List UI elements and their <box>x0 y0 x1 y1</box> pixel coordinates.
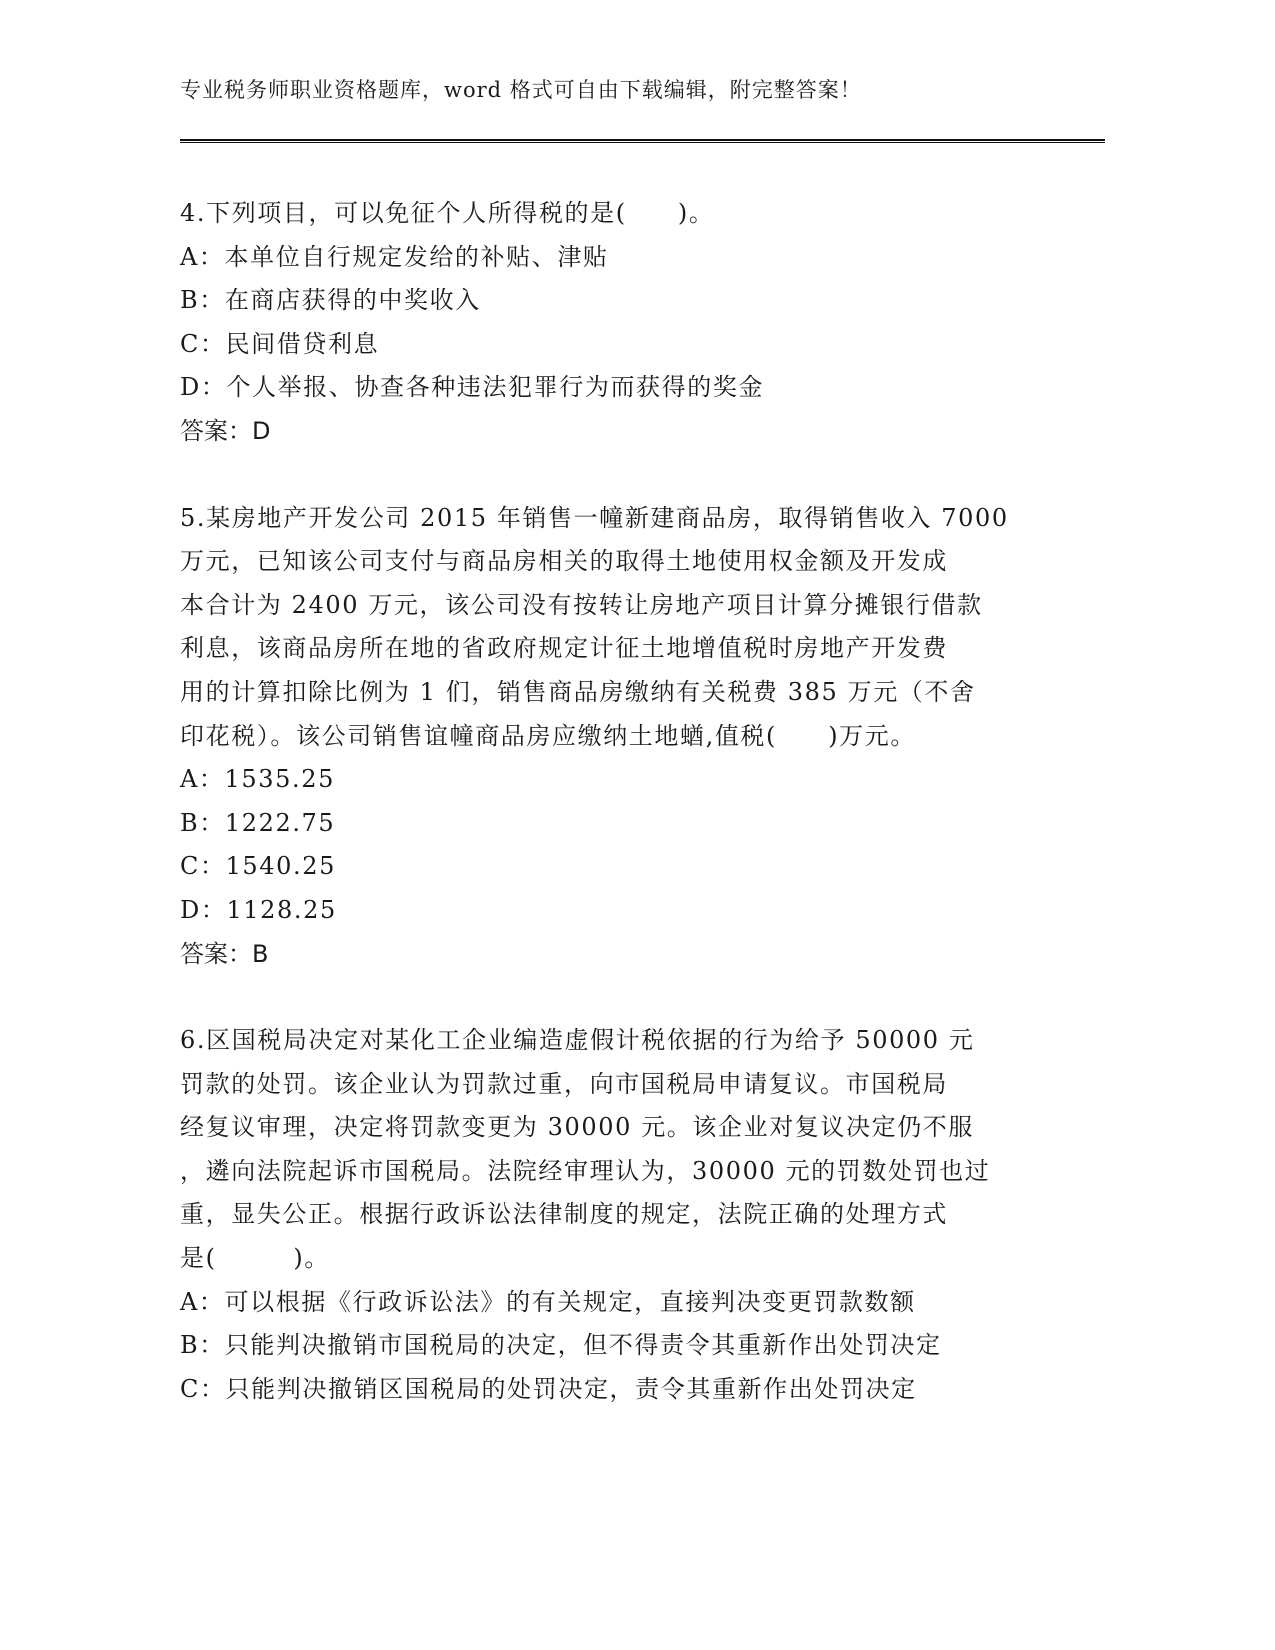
question-stem-line: 本合计为 2400 万元，该公司没有按转让房地产项目计算分摊银行借款 <box>180 590 983 619</box>
question-stem-line: 重，显失公正。根据行政诉讼法律制度的规定，法院正确的处理方式 <box>180 1200 948 1229</box>
option-c: C：1540.25 <box>180 852 337 881</box>
answer-label: 答案：D <box>180 416 271 445</box>
option-c: C：民间借贷利息 <box>180 329 380 358</box>
answer-label: 答案：B <box>180 939 269 968</box>
question-list <box>180 192 1040 1454</box>
header-divider <box>180 139 1105 143</box>
question-stem-line: 经复议审理，决定将罚款变更为 30000 元。该企业对复议决定仍不服 <box>180 1113 975 1142</box>
question-stem-line: 罚款的处罚。该企业认为罚款过重，向市国税局申请复议。市国税局 <box>180 1069 948 1098</box>
option-d: D：个人举报、协查各种违法犯罪行为而获得的奖金 <box>180 373 765 402</box>
question-stem-line: 6.区国税局决定对某化工企业编造虚假计税依据的行为给予 50000 元 <box>180 1026 975 1055</box>
option-b: B：1222.75 <box>180 808 336 837</box>
question-5 <box>180 497 1040 977</box>
question-stem-line: 用的计算扣除比例为 1 们，销售商品房缴纳有关税费 385 万元（不舍 <box>180 677 976 706</box>
option-b: B：只能判决撤销市国税局的决定，但不得责令其重新作出处罚决定 <box>180 1331 942 1360</box>
option-a: A：可以根据《行政诉讼法》的有关规定，直接判决变更罚款数额 <box>180 1287 916 1316</box>
question-stem-line: 万元，已知该公司支付与商品房相关的取得土地使用权金额及开发成 <box>180 547 948 576</box>
option-b: B：在商店获得的中奖收入 <box>180 286 481 315</box>
question-stem-line: 印花税）。该公司销售谊幢商品房应缴纳土地蝤,值税( )万元。 <box>180 721 916 750</box>
option-a: A：本单位自行规定发给的补贴、津贴 <box>180 242 609 271</box>
page-header: 专业税务师职业资格题库，word 格式可自由下载编辑，附完整答案！ <box>180 78 862 102</box>
question-4 <box>180 192 1040 454</box>
option-c: C：只能判决撤销区国税局的处罚决定，责令其重新作出处罚决定 <box>180 1374 917 1403</box>
question-stem-line: 4.下列项目，可以免征个人所得税的是( )。 <box>180 199 715 227</box>
question-6 <box>180 1019 1040 1411</box>
option-a: A：1535.25 <box>180 765 335 794</box>
option-d: D：1128.25 <box>180 895 337 924</box>
question-stem-line: 5.某房地产开发公司 2015 年销售一幢新建商品房，取得销售收入 7000 <box>180 503 1009 532</box>
question-stem-line: 利息，该商品房所在地的省政府规定计征土地增值税时房地产开发费 <box>180 634 948 663</box>
question-stem-line: ，遴向法院起诉市国税局。法院经审理认为，30000 元的罚数处罚也过 <box>180 1156 991 1185</box>
question-stem-line: 是( )。 <box>180 1244 330 1273</box>
